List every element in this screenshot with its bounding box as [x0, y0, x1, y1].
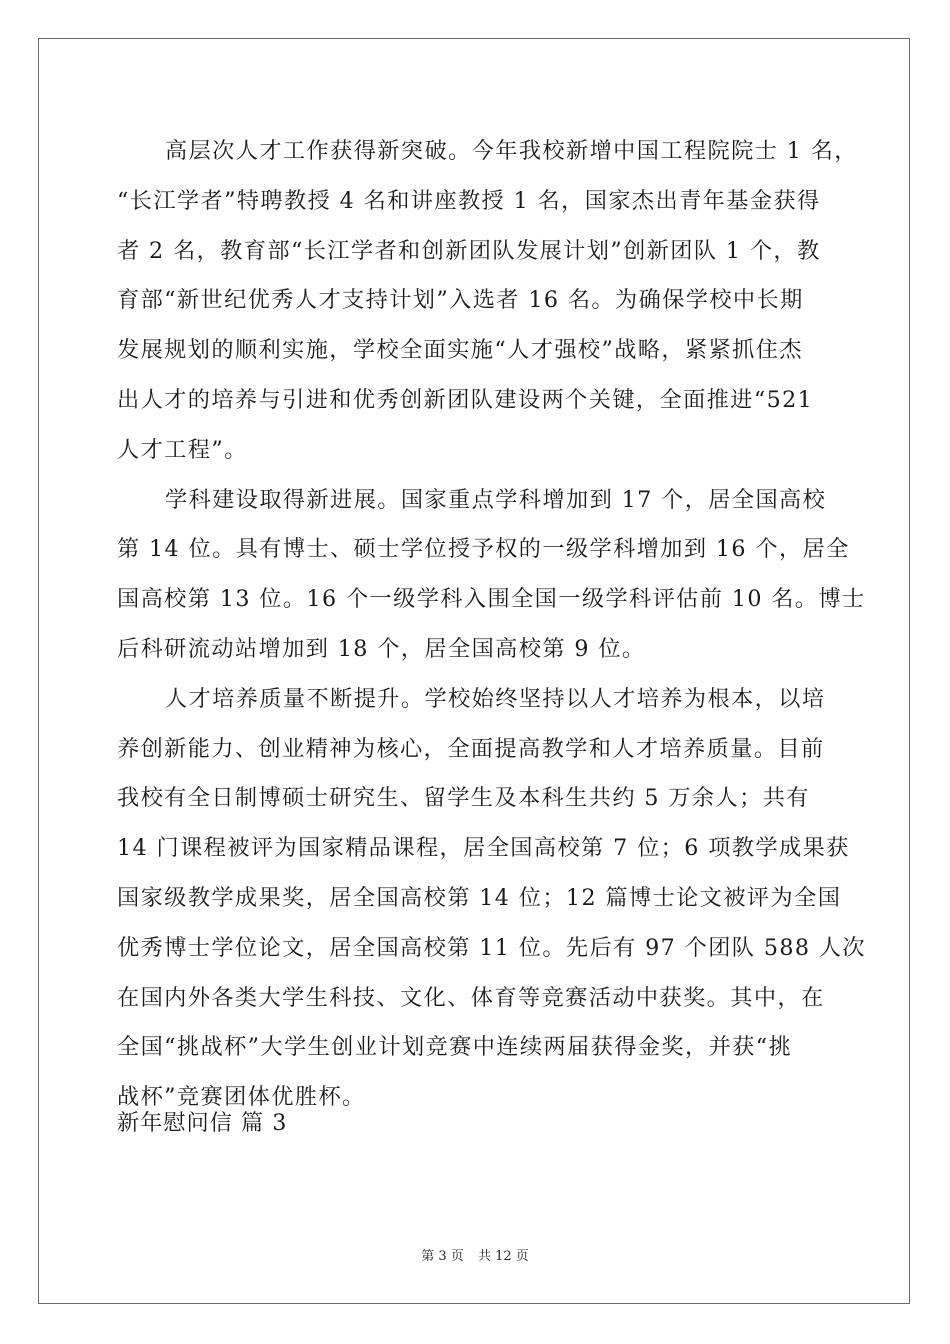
- paragraph-line: 者 2 名，教育部“长江学者和创新团队发展计划”创新团队 1 个，教: [117, 237, 821, 264]
- paragraph-line: 学科建设取得新进展。国家重点学科增加到 17 个，居全国高校: [165, 486, 827, 513]
- paragraph-line: 第 14 位。具有博士、硕士学位授予权的一级学科增加到 16 个，居全: [117, 536, 850, 563]
- paragraph-line: 国高校第 13 位。16 个一级学科入围全国一级学科评估前 10 名。博士: [117, 586, 866, 613]
- document-body: [117, 127, 867, 1123]
- paragraph-line: 优秀博士学位论文，居全国高校第 11 位。先后有 97 个团队 588 人次: [117, 934, 867, 961]
- paragraph-line: 在国内外各类大学生科技、文化、体育等竞赛活动中获奖。其中，在: [117, 984, 825, 1011]
- paragraph-line: 我校有全日制博硕士研究生、留学生及本科生共约 5 万余人；共有: [117, 785, 810, 812]
- paragraph-line: 人才培养质量不断提升。学校始终坚持以人才培养为根本，以培: [165, 685, 826, 712]
- paragraph-line: 养创新能力、创业精神为核心，全面提高教学和人才培养质量。目前: [117, 735, 825, 762]
- page-footer: [0, 1245, 950, 1264]
- page-number: 第 3 页: [421, 1249, 464, 1264]
- paragraph-line: 后科研流动站增加到 18 个，居全国高校第 9 位。: [117, 635, 646, 662]
- paragraph-line: 国家级教学成果奖，居全国高校第 14 位；12 篇博士论文被评为全国: [117, 884, 842, 911]
- paragraph-line: 全国“挑战杯”大学生创业计划竞赛中连续两届获得金奖，并获“挑: [117, 1034, 793, 1061]
- paragraph-line: 战杯”竞赛团体优胜杯。: [117, 1084, 366, 1111]
- paragraph-discipline: [117, 476, 866, 675]
- paragraph-line: 人才工程”。: [117, 436, 248, 463]
- paragraph-talent: [117, 127, 858, 476]
- paragraph-line: 14 门课程被评为国家精品课程，居全国高校第 7 位；6 项教学成果获: [117, 835, 850, 862]
- paragraph-education: [117, 675, 867, 1123]
- paragraph-line: 育部“新世纪优秀人才支持计划”入选者 16 名。为确保学校中长期: [117, 287, 804, 314]
- paragraph-line: “长江学者”特聘教授 4 名和讲座教授 1 名，国家杰出青年基金获得: [117, 187, 821, 214]
- paragraph-line: 高层次人才工作获得新突破。今年我校新增中国工程院院士 1 名，: [165, 138, 858, 164]
- paragraph-line: 发展规划的顺利实施，学校全面实施“人才强校”战略，紧紧抓住杰: [117, 337, 803, 364]
- page-total: 共 12 页: [477, 1249, 529, 1264]
- section-heading: 新年慰问信 篇 3: [117, 1110, 288, 1136]
- paragraph-line: 出人才的培养与引进和优秀创新团队建设两个关键，全面推进“521: [117, 386, 814, 413]
